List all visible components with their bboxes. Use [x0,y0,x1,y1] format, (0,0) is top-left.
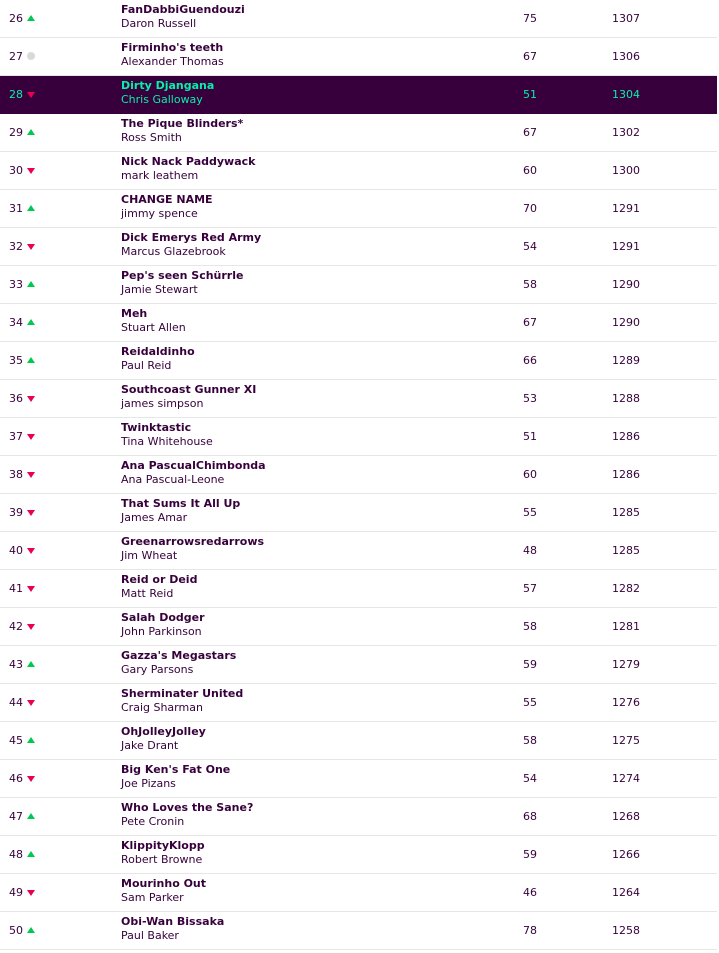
gameweek-points: 75 [523,12,537,25]
manager-name: Daron Russell [121,17,197,30]
rank-cell: 28 [9,88,23,101]
gameweek-points: 60 [523,468,537,481]
manager-name: jimmy spence [121,207,198,220]
total-points: 1276 [612,696,640,709]
table-row[interactable] [0,608,717,646]
team-name-link[interactable]: Mourinho Out [121,877,207,890]
total-points: 1291 [612,202,640,215]
rank-cell: 41 [9,582,23,595]
gameweek-points: 57 [523,582,537,595]
rank-cell: 27 [9,50,23,63]
total-points: 1286 [612,430,640,443]
team-name-link[interactable]: OhJolleyJolley [121,725,206,738]
manager-name: Tina Whitehouse [121,435,213,448]
total-points: 1274 [612,772,640,785]
movement-down-icon [27,775,35,783]
movement-up-icon [27,15,35,23]
table-row[interactable] [0,684,717,722]
team-name-link[interactable]: Southcoast Gunner XI [121,383,257,396]
manager-name: Paul Reid [121,359,172,372]
total-points: 1266 [612,848,640,861]
movement-up-icon [27,129,35,137]
manager-name: Ross Smith [121,131,182,144]
table-row[interactable] [0,722,717,760]
movement-up-icon [27,813,35,821]
manager-name: mark leathem [121,169,199,182]
total-points: 1285 [612,506,640,519]
gameweek-points: 55 [523,506,537,519]
rank-cell: 49 [9,886,23,899]
table-row-selected[interactable] [0,76,717,114]
movement-down-icon [27,471,35,479]
table-row[interactable] [0,570,717,608]
team-name-link[interactable]: Dick Emerys Red Army [121,231,262,244]
gameweek-points: 58 [523,620,537,633]
movement-down-icon [27,699,35,707]
gameweek-points: 59 [523,848,537,861]
movement-down-icon [27,243,35,251]
team-name-link[interactable]: Gazza's Megastars [121,649,237,662]
total-points: 1304 [612,88,640,101]
gameweek-points: 60 [523,164,537,177]
gameweek-points: 70 [523,202,537,215]
rank-cell: 30 [9,164,23,177]
table-row[interactable] [0,874,717,912]
rank-cell: 29 [9,126,23,139]
team-name-link[interactable]: Dirty Djangana [121,79,215,92]
movement-down-icon [27,395,35,403]
gameweek-points: 51 [523,88,537,101]
manager-name: Craig Sharman [121,701,203,714]
manager-name: james simpson [121,397,204,410]
movement-down-icon [27,889,35,897]
rank-cell: 34 [9,316,23,329]
total-points: 1291 [612,240,640,253]
rank-cell: 42 [9,620,23,633]
total-points: 1264 [612,886,640,899]
movement-down-icon [27,623,35,631]
rank-cell: 39 [9,506,23,519]
team-name-link[interactable]: Salah Dodger [121,611,205,624]
gameweek-points: 67 [523,316,537,329]
movement-down-icon [27,547,35,555]
manager-name: Matt Reid [121,587,174,600]
table-row[interactable] [0,798,717,836]
table-row[interactable] [0,342,717,380]
team-name-link[interactable]: The Pique Blinders* [121,117,244,130]
movement-up-icon [27,357,35,365]
team-name-link[interactable]: CHANGE NAME [121,193,213,206]
rank-cell: 45 [9,734,23,747]
manager-name: Pete Cronin [121,815,185,828]
movement-up-icon [27,737,35,745]
rank-cell: 50 [9,924,23,937]
total-points: 1281 [612,620,640,633]
rank-cell: 47 [9,810,23,823]
team-name-link[interactable]: Reidaldinho [121,345,195,358]
total-points: 1306 [612,50,640,63]
table-row[interactable] [0,38,717,76]
rank-cell: 48 [9,848,23,861]
total-points: 1302 [612,126,640,139]
total-points: 1288 [612,392,640,405]
gameweek-points: 78 [523,924,537,937]
team-name-link[interactable]: Who Loves the Sane? [121,801,254,814]
movement-down-icon [27,167,35,175]
table-row[interactable] [0,266,717,304]
table-row[interactable] [0,836,717,874]
gameweek-points: 58 [523,278,537,291]
table-row[interactable] [0,532,717,570]
table-row[interactable] [0,760,717,798]
total-points: 1307 [612,12,640,25]
table-row[interactable] [0,912,717,950]
rank-cell: 35 [9,354,23,367]
manager-name: Gary Parsons [121,663,194,676]
total-points: 1282 [612,582,640,595]
table-row[interactable] [0,152,717,190]
movement-down-icon [27,585,35,593]
manager-name: Paul Baker [121,929,179,942]
manager-name: Marcus Glazebrook [121,245,226,258]
gameweek-points: 55 [523,696,537,709]
movement-up-icon [27,281,35,289]
movement-down-icon [27,433,35,441]
team-name-link[interactable]: KlippityKlopp [121,839,205,852]
rank-cell: 44 [9,696,23,709]
movement-up-icon [27,851,35,859]
movement-up-icon [27,319,35,327]
gameweek-points: 54 [523,772,537,785]
total-points: 1290 [612,316,640,329]
total-points: 1285 [612,544,640,557]
manager-name: Jim Wheat [121,549,178,562]
team-name-link[interactable]: That Sums It All Up [121,497,241,510]
team-name-link[interactable]: Ana PascualChimbonda [121,459,266,472]
manager-name: John Parkinson [121,625,202,638]
manager-name: Jamie Stewart [121,283,198,296]
team-name-link[interactable]: Obi-Wan Bissaka [121,915,225,928]
manager-name: Alexander Thomas [121,55,224,68]
rank-cell: 46 [9,772,23,785]
table-row[interactable] [0,418,717,456]
movement-same-icon [27,53,35,61]
table-row[interactable] [0,494,717,532]
rank-cell: 37 [9,430,23,443]
table-row[interactable] [0,0,717,38]
team-name-link[interactable]: Greenarrowsredarrows [121,535,265,548]
manager-name: Ana Pascual-Leone [121,473,225,486]
team-name-link[interactable]: Nick Nack Paddywack [121,155,256,168]
manager-name: Jake Drant [121,739,179,752]
rank-cell: 33 [9,278,23,291]
manager-name: Robert Browne [121,853,203,866]
team-name-link[interactable]: Firminho's teeth [121,41,224,54]
table-row[interactable] [0,380,717,418]
rank-cell: 32 [9,240,23,253]
rank-cell: 40 [9,544,23,557]
movement-down-icon [27,91,35,99]
movement-up-icon [27,205,35,213]
table-row[interactable] [0,646,717,684]
total-points: 1286 [612,468,640,481]
manager-name: Stuart Allen [121,321,186,334]
gameweek-points: 58 [523,734,537,747]
manager-name: Sam Parker [121,891,184,904]
gameweek-points: 53 [523,392,537,405]
manager-name: Joe Pizans [121,777,176,790]
manager-name: James Amar [121,511,188,524]
table-row[interactable] [0,228,717,266]
gameweek-points: 46 [523,886,537,899]
manager-name: Chris Galloway [121,93,203,106]
gameweek-points: 66 [523,354,537,367]
gameweek-points: 59 [523,658,537,671]
rank-cell: 43 [9,658,23,671]
rank-cell: 36 [9,392,23,405]
total-points: 1268 [612,810,640,823]
team-name-link[interactable]: Big Ken's Fat One [121,763,231,776]
rank-cell: 31 [9,202,23,215]
total-points: 1279 [612,658,640,671]
gameweek-points: 54 [523,240,537,253]
team-name-link[interactable]: FanDabbiGuendouzi [121,3,245,16]
movement-up-icon [27,661,35,669]
total-points: 1275 [612,734,640,747]
table-row[interactable] [0,304,717,342]
team-name-link[interactable]: Sherminater United [121,687,244,700]
team-name-link[interactable]: Twinktastic [121,421,192,434]
team-name-link[interactable]: Meh [121,307,148,320]
movement-up-icon [27,927,35,935]
gameweek-points: 67 [523,50,537,63]
table-row[interactable] [0,190,717,228]
gameweek-points: 67 [523,126,537,139]
gameweek-points: 51 [523,430,537,443]
total-points: 1258 [612,924,640,937]
gameweek-points: 68 [523,810,537,823]
table-row[interactable] [0,456,717,494]
rank-cell: 38 [9,468,23,481]
team-name-link[interactable]: Reid or Deid [121,573,198,586]
table-row[interactable] [0,114,717,152]
total-points: 1289 [612,354,640,367]
movement-down-icon [27,509,35,517]
total-points: 1300 [612,164,640,177]
total-points: 1290 [612,278,640,291]
gameweek-points: 48 [523,544,537,557]
rank-cell: 26 [9,12,23,25]
team-name-link[interactable]: Pep's seen Schürrle [121,269,244,282]
